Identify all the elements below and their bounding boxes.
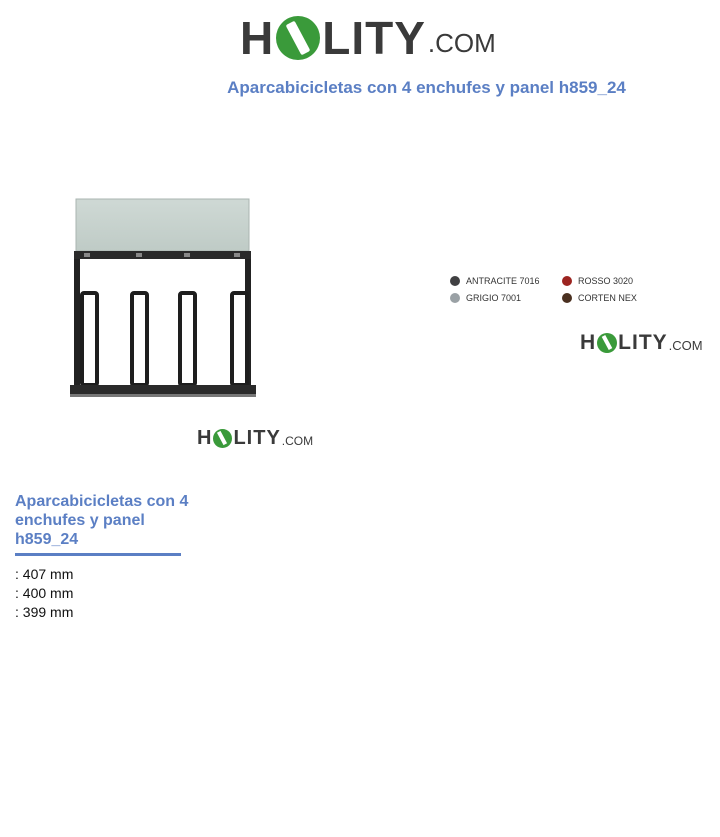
color-dot xyxy=(450,276,460,286)
color-dot xyxy=(450,293,460,303)
brand-logo-small: H LITY .COM xyxy=(580,331,703,354)
top-rail xyxy=(74,251,251,259)
spec-list xyxy=(15,565,73,622)
spec-row: : 407 mm xyxy=(15,566,74,582)
side-post-left xyxy=(74,259,80,389)
title-divider xyxy=(15,553,181,556)
logo-o-icon xyxy=(276,16,320,60)
color-option: ANTRACITE 7016 xyxy=(450,276,540,286)
page-title: Aparcabicicletas con 4 enchufes y panel h859_24 xyxy=(227,78,626,97)
product-image xyxy=(66,195,262,400)
brand-logo-small: H LITY .COM xyxy=(197,427,314,449)
product-title: Aparcabicicletas con 4 enchufes y panel h859_24 xyxy=(15,493,189,548)
spec-row: : 399 mm xyxy=(15,604,74,620)
color-dot xyxy=(562,293,572,303)
brand-logo[interactable] xyxy=(240,10,496,66)
logo-letter-h: H xyxy=(240,12,275,64)
color-option: CORTEN NEX xyxy=(562,293,637,303)
color-dot xyxy=(562,276,572,286)
bike-loop xyxy=(232,293,247,385)
bike-loop xyxy=(132,293,147,385)
base-plate xyxy=(70,385,256,394)
bike-loop xyxy=(82,293,97,385)
logo-com: .COM xyxy=(427,27,496,58)
color-option: ROSSO 3020 xyxy=(562,276,633,286)
logo-o-icon xyxy=(597,333,617,353)
glass-panel xyxy=(76,199,249,251)
logo-o-icon xyxy=(213,429,232,448)
color-option: GRIGIO 7001 xyxy=(450,293,521,303)
spec-row: : 400 mm xyxy=(15,585,74,601)
logo-letters-lity: LITY xyxy=(322,12,426,64)
bike-loop xyxy=(180,293,195,385)
